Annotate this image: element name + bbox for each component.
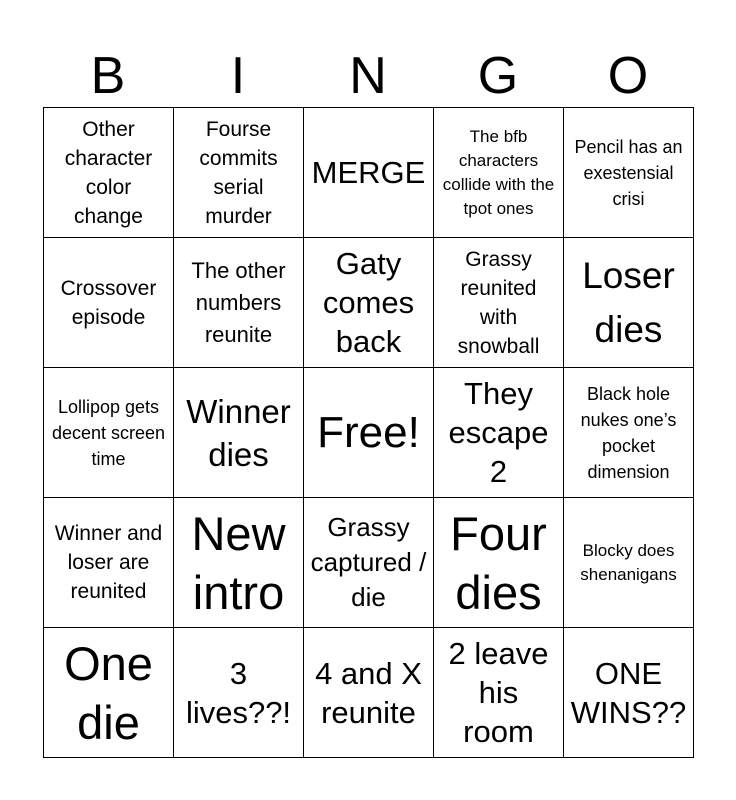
bingo-cell[interactable]: [564, 628, 694, 758]
bingo-cell[interactable]: [174, 628, 304, 758]
cell-text: Four dies: [450, 506, 547, 619]
cell-text: 2 leave his room: [448, 636, 549, 749]
bingo-cell[interactable]: [44, 368, 174, 498]
bingo-cell[interactable]: [564, 498, 694, 628]
cell-text: Winner dies: [186, 392, 291, 473]
cell-text: Blocky does shenanigans: [580, 540, 677, 584]
cell-text: New intro: [191, 506, 286, 619]
bingo-cell[interactable]: [564, 368, 694, 498]
bingo-cell[interactable]: [304, 238, 434, 368]
header-letter-i: I: [230, 47, 246, 105]
bingo-cell[interactable]: [304, 498, 434, 628]
header-letter-n: N: [349, 47, 387, 105]
bingo-cell[interactable]: [434, 108, 564, 238]
bingo-header: [43, 44, 693, 108]
cell-text: Crossover episode: [60, 276, 157, 329]
cell-text: Pencil has an exestensial crisi: [574, 136, 683, 209]
cell-text: Fourse commits serial murder: [199, 117, 278, 228]
bingo-cell[interactable]: [44, 498, 174, 628]
board-row: [44, 368, 694, 498]
cell-text: 3 lives??!: [185, 655, 292, 730]
bingo-cell[interactable]: [564, 108, 694, 238]
bingo-cell[interactable]: [44, 628, 174, 758]
cell-text: The bfb characters collide with the tpot ones: [442, 126, 555, 218]
header-letter-b: B: [90, 47, 126, 105]
cell-text: Lollipop gets decent screen time: [51, 396, 166, 469]
cell-text: Free!: [317, 407, 420, 457]
cell-text: ONE WINS??: [570, 655, 687, 730]
bingo-cell[interactable]: [174, 238, 304, 368]
cell-text: Winner and loser are reunited: [54, 522, 163, 603]
cell-text: They escape 2: [448, 376, 549, 489]
bingo-cell[interactable]: [434, 628, 564, 758]
bingo-cell[interactable]: [564, 238, 694, 368]
header-letter-o: O: [607, 47, 649, 105]
cell-text: 4 and X reunite: [315, 655, 422, 730]
cell-text: Grassy captured / die: [310, 512, 427, 612]
cell-text: Loser dies: [582, 254, 675, 350]
bingo-cell[interactable]: [44, 108, 174, 238]
cell-text: Grassy reunited with snowball: [457, 247, 540, 358]
board-row: [44, 108, 694, 238]
bingo-cell[interactable]: [44, 238, 174, 368]
bingo-cell[interactable]: [174, 368, 304, 498]
bingo-cell[interactable]: [174, 108, 304, 238]
bingo-cell[interactable]: [304, 628, 434, 758]
bingo-cell[interactable]: [174, 498, 304, 628]
bingo-cell[interactable]: [434, 498, 564, 628]
header-letter-g: G: [477, 47, 519, 105]
board-row: [44, 498, 694, 628]
board-row: [44, 238, 694, 368]
bingo-cell[interactable]: [434, 368, 564, 498]
bingo-cell[interactable]: [304, 368, 434, 498]
cell-text: The other numbers reunite: [191, 257, 286, 347]
cell-text: Gaty comes back: [322, 246, 415, 359]
bingo-board: [43, 107, 694, 758]
bingo-cell[interactable]: [434, 238, 564, 368]
board-row: [44, 628, 694, 758]
cell-text: One die: [64, 636, 153, 749]
bingo-cell[interactable]: [304, 108, 434, 238]
cell-text: Black hole nukes one’s pocket dimension: [580, 383, 677, 482]
cell-text: Other character color change: [64, 117, 153, 228]
cell-text: MERGE: [311, 155, 426, 190]
